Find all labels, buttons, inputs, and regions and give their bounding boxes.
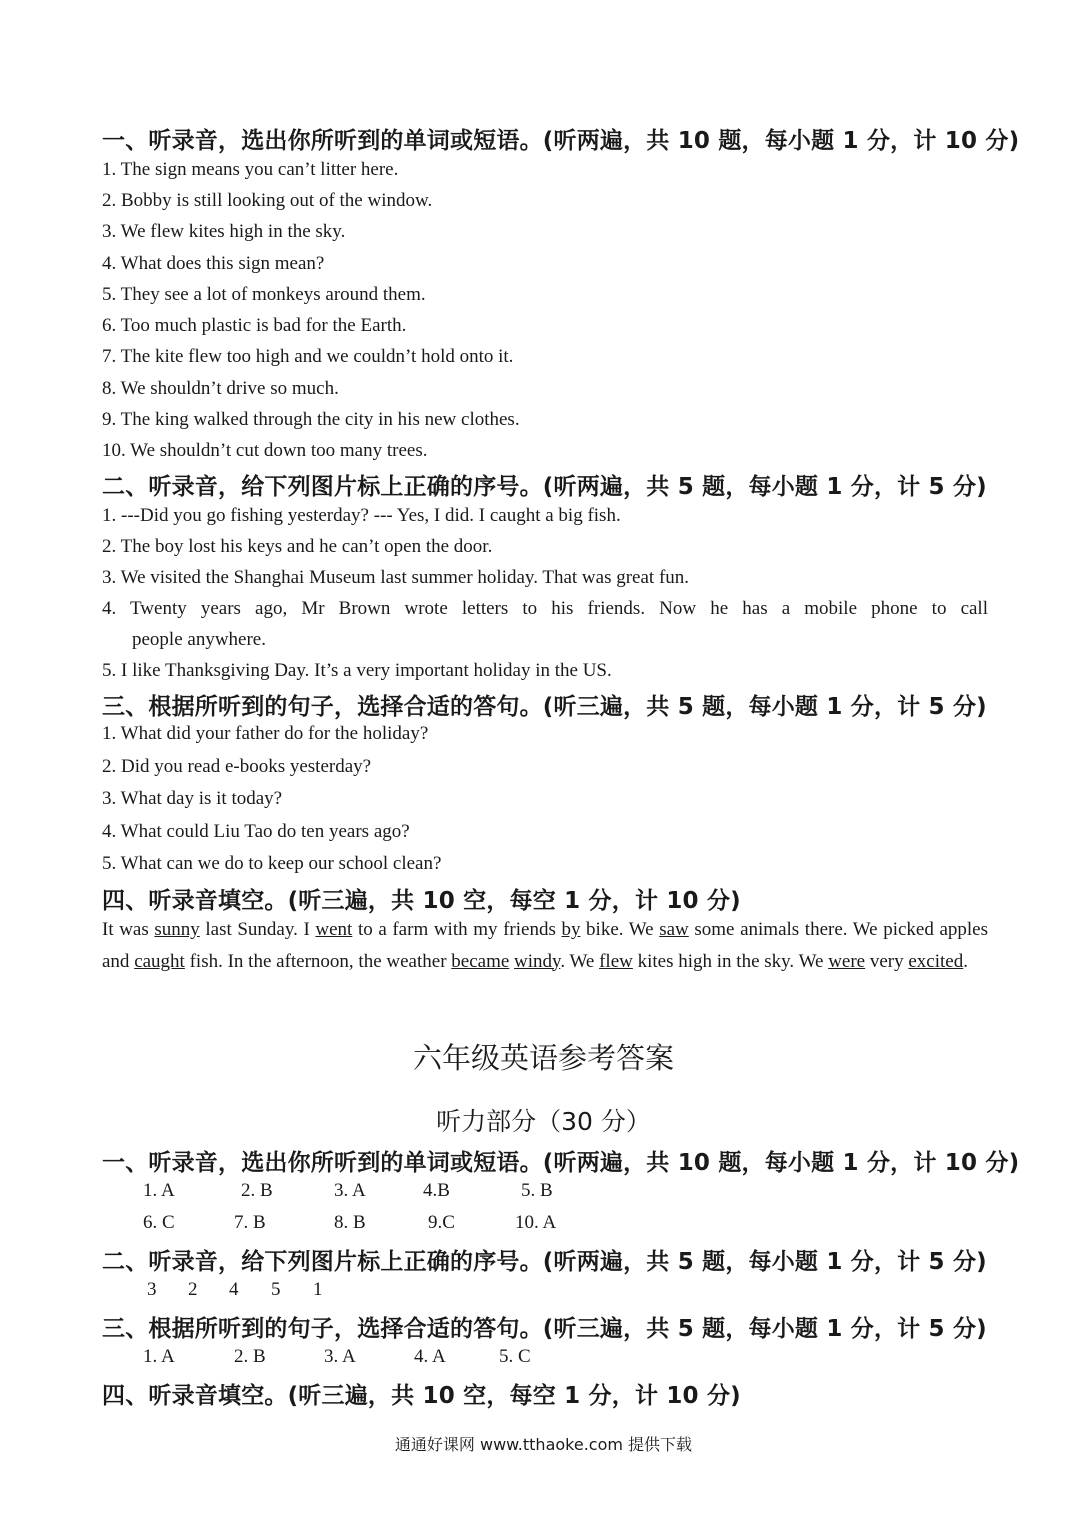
blank-answer: saw <box>659 919 689 940</box>
blank-answer: caught <box>134 950 185 972</box>
s2-item-2: 2. The boy lost his keys and he can’t open the door. <box>102 536 493 557</box>
answer-key-subtitle: 听力部分（30 分） <box>436 1107 651 1136</box>
s1-item-7: 7. The kite flew too high and we couldn’t hold onto it. <box>102 346 514 367</box>
s1-item-8: 8. We shouldn’t drive so much. <box>102 378 339 399</box>
blank-answer: were <box>828 950 866 972</box>
s2-item-5: 5. I like Thanksgiving Day. It’s a very important holiday in the US. <box>102 660 612 681</box>
s1-item-10: 10. We shouldn’t cut down too many trees. <box>102 440 428 461</box>
blank-answer: by <box>561 919 581 940</box>
s3-item-1: 1. What did your father do for the holiday? <box>102 723 429 744</box>
s2-item-1: 1. ---Did you go fishing yesterday? --- Yes, I did. I caught a big fish. <box>102 505 621 526</box>
blank-answer: sunny <box>154 919 200 940</box>
s3-item-3: 3. What day is it today? <box>102 788 283 809</box>
section1-title: 一、听录音，选出你所听到的单词或短语。(听两遍，共 10 题，每小题 1 分，计 10 分) <box>102 128 1020 154</box>
s1-item-1: 1. The sign means you can’t litter here. <box>102 159 399 180</box>
key-s3-title: 三、根据所听到的句子，选择合适的答句。(听三遍，共 5 题，每小题 1 分，计 5 分) <box>102 1316 987 1342</box>
s1-item-2: 2. Bobby is still looking out of the window. <box>102 190 433 211</box>
s1-item-6: 6. Too much plastic is bad for the Earth. <box>102 315 407 336</box>
section4-passage: It was sunny last Sunday. I went to a farm with my friends by bike. We saw some animals there. We picked apples and caught fish. In the afternoon, the weather became windy. We flew kites high in the sky. We were very excited. <box>102 919 988 972</box>
s2-item-3: 3. We visited the Shanghai Museum last summer holiday. That was great fun. <box>102 567 690 588</box>
s1-item-5: 5. They see a lot of monkeys around them. <box>102 284 426 305</box>
key-s4-title: 四、听录音填空。(听三遍，共 10 空，每空 1 分，计 10 分) <box>102 1383 741 1409</box>
blank-answer: went <box>315 919 353 940</box>
s3-item-4: 4. What could Liu Tao do ten years ago? <box>102 821 410 842</box>
s2-item-4: 4. Twenty years ago, Mr Brown wrote letters to his friends. Now he has a mobile phone to call <box>102 598 988 619</box>
s3-item-2: 2. Did you read e-books yesterday? <box>102 756 372 777</box>
s1-item-9: 9. The king walked through the city in his new clothes. <box>102 409 520 430</box>
answer-key-title: 六年级英语参考答案 <box>412 1041 674 1075</box>
section3-title: 三、根据所听到的句子，选择合适的答句。(听三遍，共 5 题，每小题 1 分，计 5 分) <box>102 694 987 720</box>
blank-answer: became <box>451 950 510 972</box>
section2-title: 二、听录音，给下列图片标上正确的序号。(听两遍，共 5 题，每小题 1 分，计 5 分) <box>102 474 987 500</box>
s2-item-4-cont: people anywhere. <box>132 629 266 650</box>
s3-item-5: 5. What can we do to keep our school clean? <box>102 853 442 874</box>
key-s1-title: 一、听录音，选出你所听到的单词或短语。(听两遍，共 10 题，每小题 1 分，计 10 分) <box>102 1150 1020 1176</box>
document-page: 一、听录音，选出你所听到的单词或短语。(听两遍，共 10 题，每小题 1 分，计 10 分) 1. The sign means you can’t litter here. 2. Bobby is still looking out of the window. 3. We flew kites high in the sky. 4. What does this sign mean? 5. They see a lot of monkeys around them. 6. Too much plastic is bad for the Earth. 7. The kite flew too high and we couldn’t hold onto it. 8. We shouldn’t drive so much. 9. The king walked through the city in his new clothes. 10. We shouldn’t cut down too many trees. 二、听录音，给下列图片标上正确的序号。(听两遍，共 5 题，每小题 1 分，计 5 分) 1. ---Did you go fishing yesterday? --- Yes, I did. I caught a big fish. 2. The boy lost his keys and he can’t open the door. 3. We visited the Shanghai Museum last summer holiday. That was great fun. 4. Twenty years ago, Mr Brown wrote letters to his friends. Now he has a mobile phone to call people anywhere. 5. I like Thanksgiving Day. It’s a very important holiday in the US. 三、根据所听到的句子，选择合适的答句。(听三遍，共 5 题，每小题 1 分，计 5 分) 1. What did your father do for the holiday? 2. Did you read e-books yesterday? 3. What day is it today? 4. What could Liu Tao do ten years ago? 5. What can we do to keep our school clean? 四、听录音填空。(听三遍，共 10 空，每空 1 分，计 10 分) It was sunny last Sunday. I went to a farm with my friends by bike. We saw some animals there. We picked apples and caught fish. In the afternoon, the weather became windy. We flew kites high in the sky. We were very excited. 六年级英语参考答案 听力部分（30 分） 一、听录音，选出你所听到的单词或短语。(听两遍，共 10 题，每小题 1 分，计 10 分) 1. A 2. B 3. A 4.B 5. B 6. C 7. B 8. B 9.C 10. A 二、听录音，给下列图片标上正确的序号。(听两遍，共 5 题，每小题 1 分，计 5 分) 3 2 4 5 1 三、根据所听到的句子，选择合适的答句。(听三遍，共 5 题，每小题 1 分，计 5 分) 1. A 2. B 3. A 4. A 5. C 四、听录音填空。(听三遍，共 10 空，每空 1 分，计 10 分) 通通好课网 www.tthaoke.com 提供下载 <box>0 0 1087 1536</box>
s1-item-4: 4. What does this sign mean? <box>102 253 325 274</box>
blank-answer: excited <box>908 950 964 972</box>
s1-item-3: 3. We flew kites high in the sky. <box>102 221 346 242</box>
blank-answer: windy <box>514 950 561 972</box>
key-s2-title: 二、听录音，给下列图片标上正确的序号。(听两遍，共 5 题，每小题 1 分，计 5 分) <box>102 1249 987 1275</box>
section4-title: 四、听录音填空。(听三遍，共 10 空，每空 1 分，计 10 分) <box>102 888 741 914</box>
footer-watermark: 通通好课网 www.tthaoke.com 提供下载 <box>394 1435 693 1454</box>
blank-answer: flew <box>599 950 633 972</box>
